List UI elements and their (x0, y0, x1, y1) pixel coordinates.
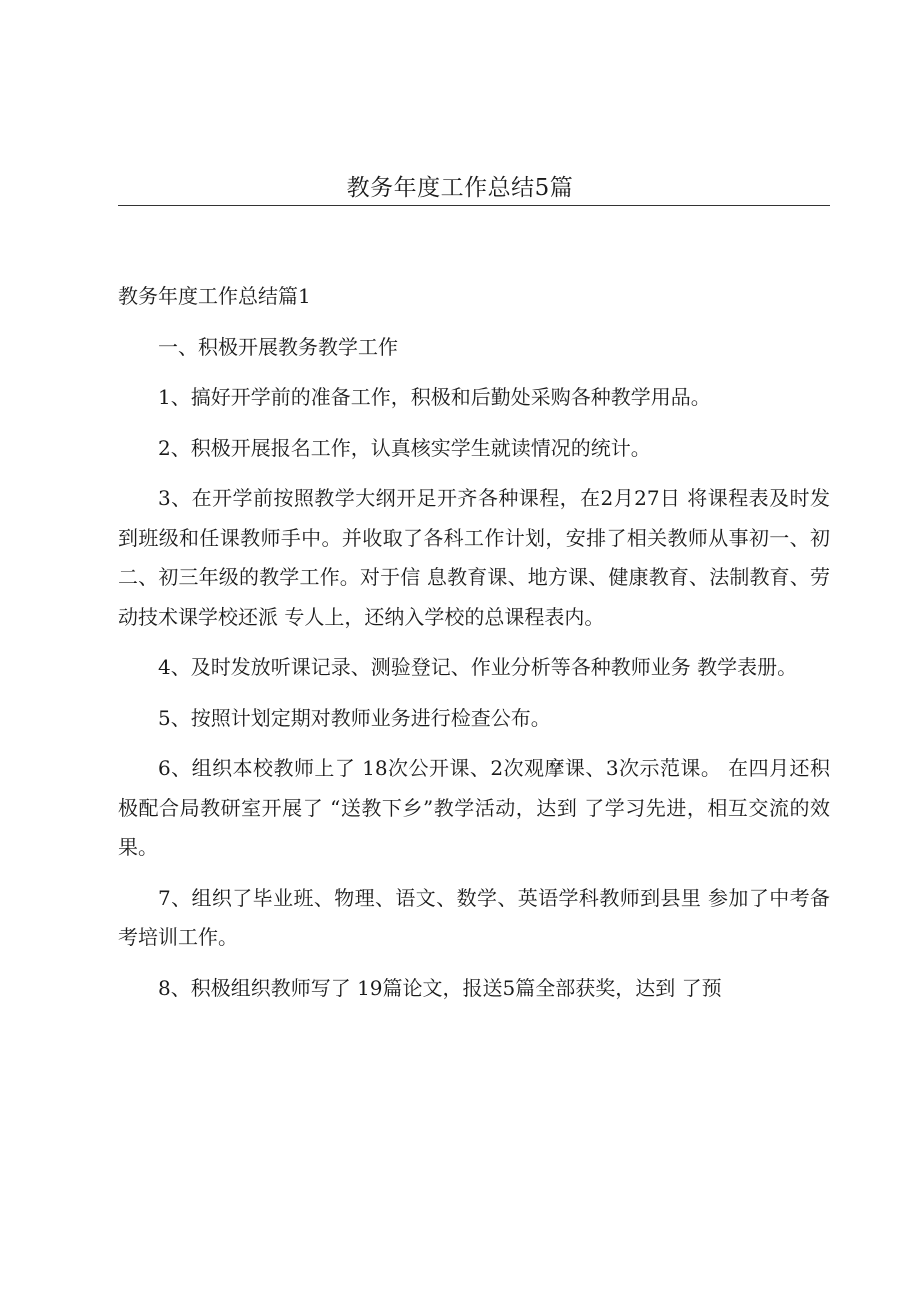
section-heading: 教务年度工作总结篇1 (118, 284, 311, 308)
document-title: 教务年度工作总结5篇 (346, 175, 574, 201)
paragraph-item-4: 4、及时发放听课记录、测验登记、作业分析等各种教师业务 教学表册。 (158, 655, 798, 679)
title-underline (118, 205, 830, 206)
paragraph-item-1: 1、搞好开学前的准备工作，积极和后勤处采购各种教学用品。 (158, 385, 711, 409)
document-body (118, 277, 830, 1008)
subsection-heading: 一、积极开展教务教学工作 (158, 334, 398, 359)
paragraph-item-7: 7、组织了毕业班、物理、语文、数学、英语学科教师到县里 参加了中考备考培训工作。 (118, 885, 830, 949)
paragraph-item-5: 5、按照计划定期对教师业务进行检查公布。 (158, 705, 551, 730)
paragraph-item-2: 2、积极开展报名工作，认真核实学生就读情况的统计。 (158, 435, 651, 460)
paragraph-item-8: 8、积极组织教师写了 19篇论文，报送5篇全部获奖，达到 了预 (158, 975, 722, 1000)
paragraph-item-6: 6、组织本校教师上了 18次公开课、2次观摩课、3次示范课。 在四月还积极配合局教研室开展了 “送教下乡”教学活动，达到 了学习先进，相互交流的效果。 (118, 756, 830, 859)
paragraph-item-3: 3、在开学前按照教学大纲开足开齐各种课程，在2月27日 将课程表及时发到班级和任课教师手中。并收取了各科工作计划，安排了相关教师从事初一、初二、初三年级的教学工作。对于信 息教育课、地方课、健康教育、法制教育、劳动技术课学校还派 专人上，还纳入学校的总课程表内。 (118, 486, 830, 629)
